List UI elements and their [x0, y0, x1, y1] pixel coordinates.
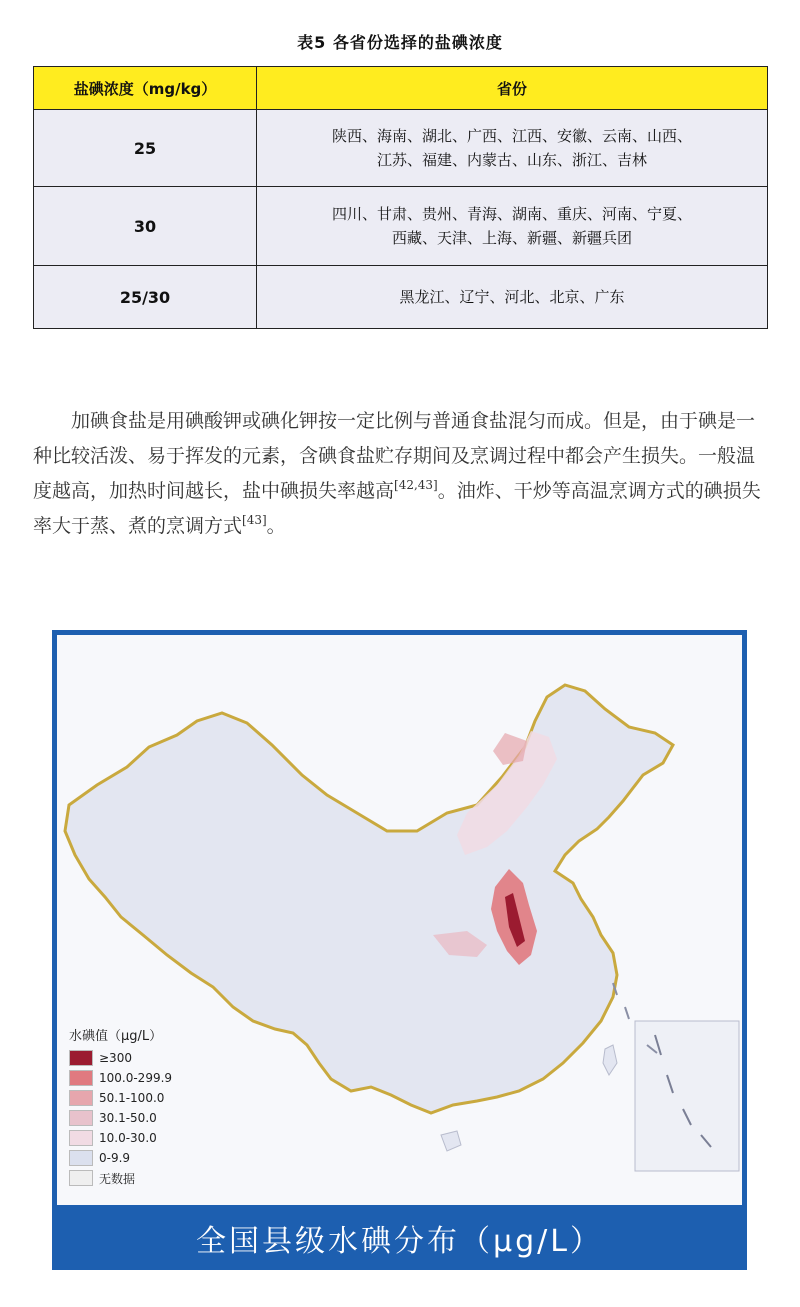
legend-swatch — [69, 1090, 93, 1106]
concentration-cell: 25/30 — [34, 266, 257, 329]
legend-item — [69, 1168, 172, 1188]
legend-label: 100.0-299.9 — [99, 1071, 173, 1085]
legend-item — [69, 1048, 172, 1068]
citation-ref[interactable]: [42,43] — [394, 478, 438, 492]
paragraph-text: 加碘食盐是用碘酸钾或碘化钾按一定比例与普通食盐混匀而成。但是，由于碘是一种比较活泼、易于挥发的元素，含碘食盐贮存期间及烹调过程中都会产生损失。一般温度越高，加热时间越长，盐中碘损失率越高 — [33, 410, 756, 502]
body-paragraph — [33, 404, 773, 544]
map-canvas — [57, 635, 742, 1205]
legend-item — [69, 1088, 172, 1108]
table-row — [34, 110, 768, 187]
legend-item — [69, 1108, 172, 1128]
provinces-line: 陕西、海南、湖北、广西、江西、安徽、云南、山西、 — [331, 127, 692, 145]
map-title-banner: 全国县级水碘分布（μg/L） — [196, 1224, 603, 1259]
legend-title: 水碘值（μg/L） — [69, 1029, 163, 1044]
provinces-line: 江苏、福建、内蒙古、山东、浙江、吉林 — [376, 151, 647, 169]
legend-label: ≥300 — [99, 1051, 132, 1065]
provinces-cell — [257, 110, 768, 187]
legend-swatch — [69, 1070, 93, 1086]
provinces-cell — [257, 187, 768, 266]
legend-swatch — [69, 1170, 93, 1186]
legend-swatch — [69, 1050, 93, 1066]
iodine-map-figure — [52, 630, 747, 1270]
legend-swatch — [69, 1130, 93, 1146]
legend-item — [69, 1128, 172, 1148]
taiwan-outline — [603, 1045, 617, 1075]
legend-swatch — [69, 1150, 93, 1166]
provinces-line: 黑龙江、辽宁、河北、北京、广东 — [399, 288, 625, 306]
legend-label: 50.1-100.0 — [99, 1091, 165, 1105]
legend-label: 0-9.9 — [99, 1151, 131, 1165]
table-row — [34, 266, 768, 329]
header-concentration: 盐碘浓度（mg/kg） — [34, 67, 257, 110]
concentration-cell: 25 — [34, 110, 257, 187]
table-row — [34, 187, 768, 266]
legend-label: 无数据 — [99, 1171, 136, 1186]
salt-iodine-table — [33, 66, 768, 329]
provinces-line: 四川、甘肃、贵州、青海、湖南、重庆、河南、宁夏、 — [331, 205, 692, 223]
paragraph-text: 。油炸、干炒等高温烹调方式的碘损失率大于蒸、煮的烹调方式 — [33, 480, 761, 537]
hainan-outline — [441, 1131, 461, 1151]
citation-ref[interactable]: [43] — [242, 513, 267, 527]
paragraph-text: 。 — [266, 515, 286, 537]
table-header-row — [34, 67, 768, 110]
legend-item — [69, 1148, 172, 1168]
legend-label: 10.0-30.0 — [99, 1131, 157, 1145]
south-sea-inset — [635, 1021, 739, 1171]
legend-swatch — [69, 1110, 93, 1126]
northeast-pink-zone — [493, 733, 527, 765]
map-legend — [69, 1025, 172, 1188]
header-provinces: 省份 — [257, 67, 768, 110]
legend-label: 30.1-50.0 — [99, 1111, 157, 1125]
provinces-line: 西藏、天津、上海、新疆、新疆兵团 — [391, 229, 632, 247]
legend-item — [69, 1068, 172, 1088]
table-caption: 表5 各省份选择的盐碘浓度 — [297, 33, 503, 52]
provinces-cell — [257, 266, 768, 329]
concentration-cell: 30 — [34, 187, 257, 266]
